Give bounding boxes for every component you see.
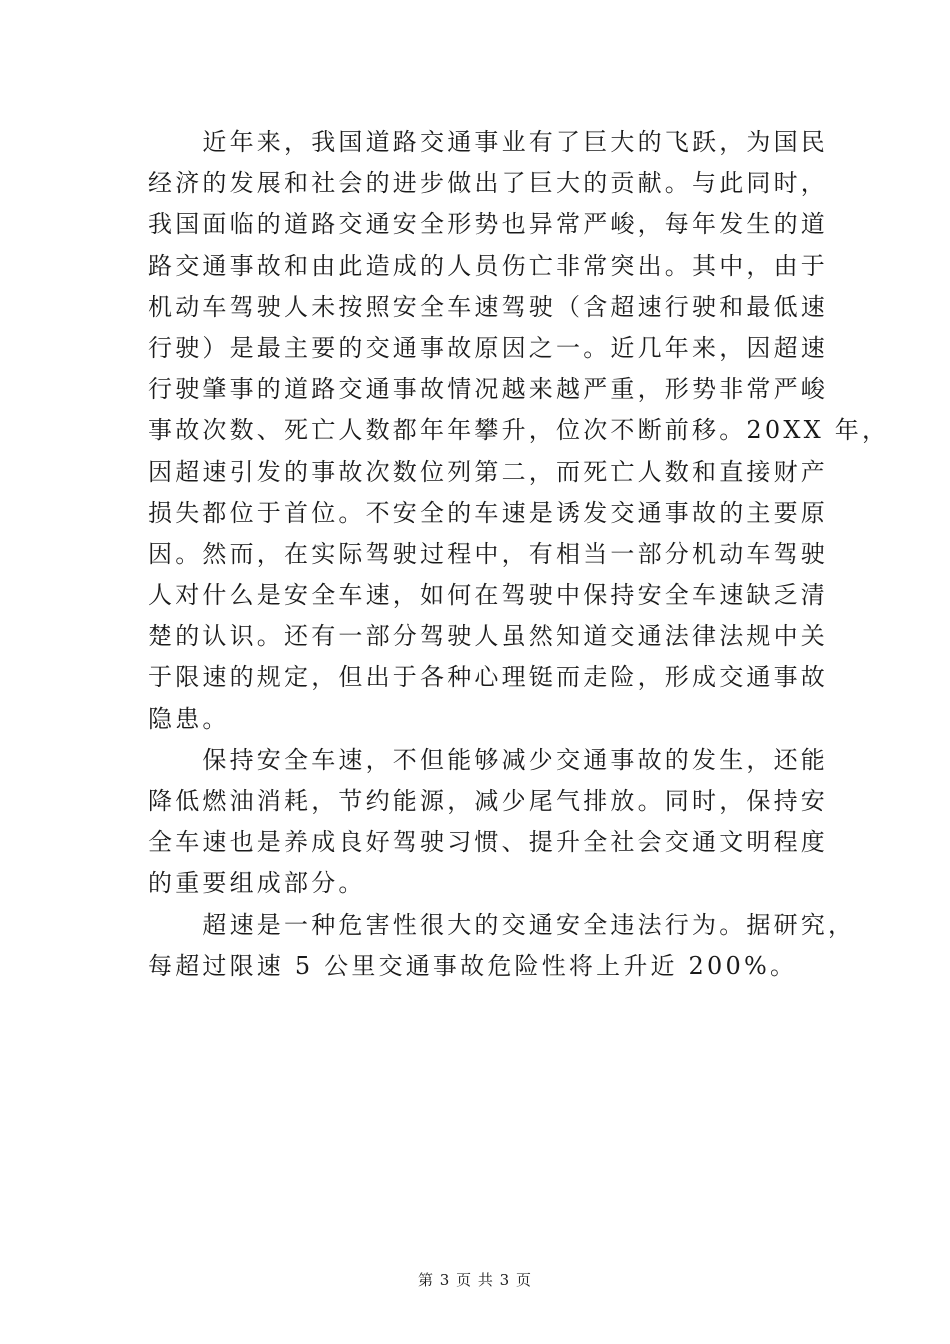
text-line: 因超速引发的事故次数位列第二，而死亡人数和直接财产: [148, 457, 828, 486]
text-line: 行驶肇事的道路交通事故情况越来越严重，形势非常严峻: [148, 375, 828, 404]
text-line: 因。然而，在实际驾驶过程中，有相当一部分机动车驾驶: [148, 539, 828, 568]
text-line: 隐患。: [148, 704, 230, 733]
document-body: [148, 122, 890, 987]
text-line: 近年来，我国道路交通事业有了巨大的飞跃，为国民: [148, 128, 828, 156]
text-line: 超速是一种危害性很大的交通安全违法行为。据研究，: [148, 910, 856, 939]
page-number-indicator: 第 3 页 共 3 页: [418, 1271, 532, 1289]
text-line: 我国面临的道路交通安全形势也异常严峻，每年发生的道: [148, 210, 828, 239]
text-line: 每超过限速 5 公里交通事故危险性将上升近 200%。: [148, 951, 798, 980]
text-line: 楚的认识。还有一部分驾驶人虽然知道交通法律法规中关: [148, 622, 828, 651]
text-line: 保持安全车速，不但能够减少交通事故的发生，还能: [148, 745, 828, 774]
text-line: 经济的发展和社会的进步做出了巨大的贡献。与此同时，: [148, 169, 828, 198]
text-line: 的重要组成部分。: [148, 869, 366, 898]
text-line: 降低燃油消耗，节约能源，减少尾气排放。同时，保持安: [148, 787, 828, 815]
text-line: 事故次数、死亡人数都年年攀升，位次不断前移。20XX 年，: [148, 416, 890, 445]
text-line: 行驶）是最主要的交通事故原因之一。近几年来，因超速: [148, 333, 828, 362]
text-line: 于限速的规定，但出于各种心理铤而走险，形成交通事故: [148, 663, 828, 692]
text-line: 机动车驾驶人未按照安全车速驾驶（含超速行驶和最低速: [148, 292, 828, 321]
page-footer: [0, 1269, 950, 1290]
text-line: 路交通事故和由此造成的人员伤亡非常突出。其中，由于: [148, 251, 828, 280]
text-line: 人对什么是安全车速，如何在驾驶中保持安全车速缺乏清: [148, 581, 828, 610]
text-line: 全车速也是养成良好驾驶习惯、提升全社会交通文明程度: [148, 828, 828, 857]
text-line: 损失都位于首位。不安全的车速是诱发交通事故的主要原: [148, 498, 828, 527]
